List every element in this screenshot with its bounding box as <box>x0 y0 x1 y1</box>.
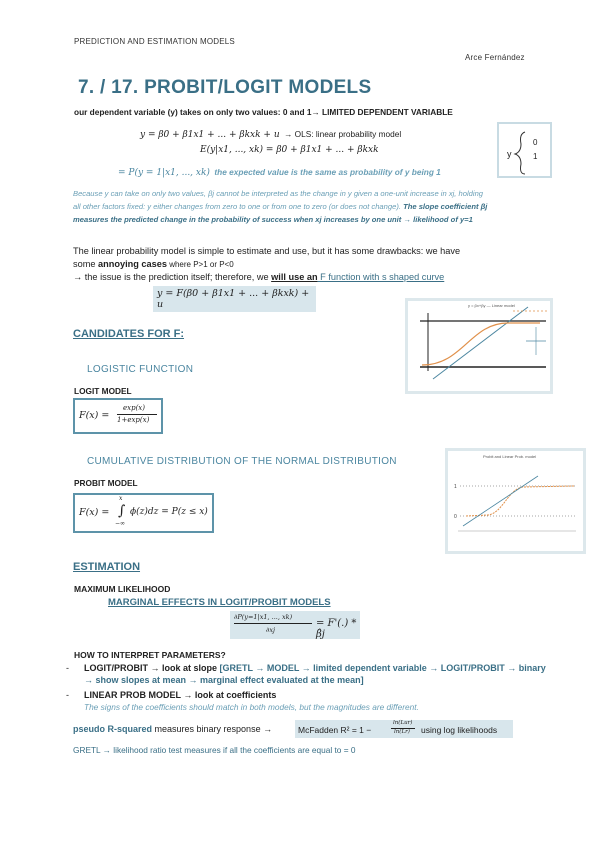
logit-lhs: F(x) = <box>79 410 110 421</box>
bullet-logit <box>66 662 556 686</box>
ols-equation <box>140 124 401 142</box>
probit-integrand: ϕ(z)dz = P(z ≤ x) <box>130 507 208 517</box>
expectation-equation: E(y|x1, ..., xk) = β0 + β1x1 + ... + βkxk <box>200 145 379 155</box>
logit-graph <box>405 298 553 394</box>
para2-line3b: will use an <box>271 272 318 282</box>
bullet1-c: → show slopes at mean → marginal effect evaluated at the mean] <box>84 675 364 685</box>
intro-text: our dependent variable (y) takes on only two values: 0 and 1→ LIMITED DEPENDENT VARIABLE <box>74 107 453 117</box>
ols-formula: y = β0 + β1x1 + ... + βkxk + u <box>140 130 280 140</box>
graph1-legend: y = βx+βy — Linear model <box>468 303 515 308</box>
integral-icon: ∫ <box>118 503 126 519</box>
para1-line2a: all other factors fixed: y either changes from zero to one or from one to zero (or does not change). <box>73 202 401 211</box>
probability-note: the expected value is the same as probability of y being 1 <box>214 167 441 177</box>
marginal-num: ∂P(y=1|x1, ..., xk) <box>234 613 293 621</box>
candidates-heading: CANDIDATES FOR F: <box>73 328 185 340</box>
svg-text:1: 1 <box>454 484 457 490</box>
mcfadden-formula <box>295 720 513 738</box>
interpretation-paragraph <box>73 187 543 226</box>
author-name: Arce Fernández <box>465 53 525 62</box>
probit-graph <box>445 448 586 554</box>
logit-numerator: exp(x) <box>123 404 145 412</box>
marginal-den: ∂xj <box>266 626 276 634</box>
course-header: PREDICTION AND ESTIMATION MODELS <box>74 37 235 46</box>
bullet2: LINEAR PROB MODEL → look at coefficients <box>84 690 277 700</box>
ml-label: MAXIMUM LIKELIHOOD <box>74 584 171 594</box>
normal-heading: CUMULATIVE DISTRIBUTION OF THE NORMAL DISTRIBUTION <box>87 456 397 467</box>
bullet-dash-1: - <box>66 663 69 673</box>
probit-lhs: F(x) = <box>79 507 110 518</box>
marginal-formula <box>230 611 360 639</box>
bullet2-note: The signs of the coefficients should match in both models, but the magnitudes are different. <box>84 702 419 712</box>
para1-line2b: The slope coefficient βj <box>403 202 488 211</box>
probability-equation <box>118 162 441 180</box>
para2-line1: The linear probability model is simple to estimate and use, but it has some drawbacks: we have <box>73 246 461 256</box>
s-curve <box>422 323 540 365</box>
svg-text:0: 0 <box>454 514 457 520</box>
graph2-title: Probit and Linear Prob. model <box>483 454 537 459</box>
drawbacks-paragraph <box>73 245 543 284</box>
probit-curve-chart <box>448 451 583 551</box>
probit-label: PROBIT MODEL <box>74 478 138 488</box>
pseudo-r2-line <box>73 720 553 742</box>
bullet1-a: LOGIT/PROBIT → look at slope <box>84 663 220 673</box>
probit-upper: x <box>119 495 123 502</box>
sketch-y: y <box>507 149 512 159</box>
para2-line3a: → the issue is the prediction itself; therefore, we <box>73 272 272 282</box>
bullet-lpm <box>66 689 556 713</box>
probability-formula: = P(y = 1|x1, ..., xk) <box>118 168 210 178</box>
interpret-heading: HOW TO INTERPRET PARAMETERS? <box>74 650 226 660</box>
para1-line1: Because y can take on only two values, βj cannot be interpreted as the change in y given a one-unit increase in xj, holding <box>73 189 484 198</box>
para2-line3c: F function with s shaped curve <box>317 272 445 282</box>
bullet1-b: [GRETL → MODEL → limited dependent variable → LOGIT/PROBIT → binary <box>219 663 546 673</box>
probit-formula-box <box>73 493 214 533</box>
para2-line2a: some <box>73 259 99 269</box>
marginal-heading: MARGINAL EFFECTS IN LOGIT/PROBIT MODELS <box>108 597 331 608</box>
sketch-zero: 0 <box>533 138 538 147</box>
para2-line2c: where P>1 or P<0 <box>166 260 234 269</box>
logit-curve-chart <box>408 301 550 391</box>
sketch-one: 1 <box>533 152 538 161</box>
mcfadden-note: using log likelihoods <box>421 725 498 735</box>
para2-line2b: annoying cases <box>98 259 167 269</box>
estimation-heading: ESTIMATION <box>73 561 141 573</box>
mcfadden-den: ln(Lr) <box>394 729 410 735</box>
marginal-rhs: = F'(.) * β̂j <box>316 618 357 640</box>
mcfadden-lhs: McFadden R² = 1 − <box>298 725 372 735</box>
logit-label: LOGIT MODEL <box>74 386 132 396</box>
gretl-lr-note: GRETL → likelihood ratio test measures if all the coefficients are equal to = 0 <box>73 745 356 755</box>
logit-formula-box <box>73 398 163 434</box>
logistic-heading: LOGISTIC FUNCTION <box>87 364 194 375</box>
probit-lower: −∞ <box>115 520 126 527</box>
mcfadden-num: ln(Lur) <box>393 720 413 726</box>
bullet-dash-2: - <box>66 690 69 700</box>
s-curve-equation: y = F(β0 + β1x1 + ... + βkxk) + u <box>153 286 316 312</box>
linear-line <box>433 307 528 379</box>
para1-line3: measures the predicted change in the probability of success when xj increases by one unit → likelihood of y=1 <box>73 215 473 224</box>
logit-denominator: 1+exp(x) <box>117 416 150 424</box>
pseudo-label: pseudo R-squared <box>73 724 153 734</box>
page-title: 7. / 17. PROBIT/LOGIT MODELS <box>78 77 372 98</box>
binary-sketch <box>497 122 552 178</box>
pseudo-desc: measures binary response → <box>152 724 273 734</box>
ols-note: → OLS: linear probability model <box>284 129 402 139</box>
